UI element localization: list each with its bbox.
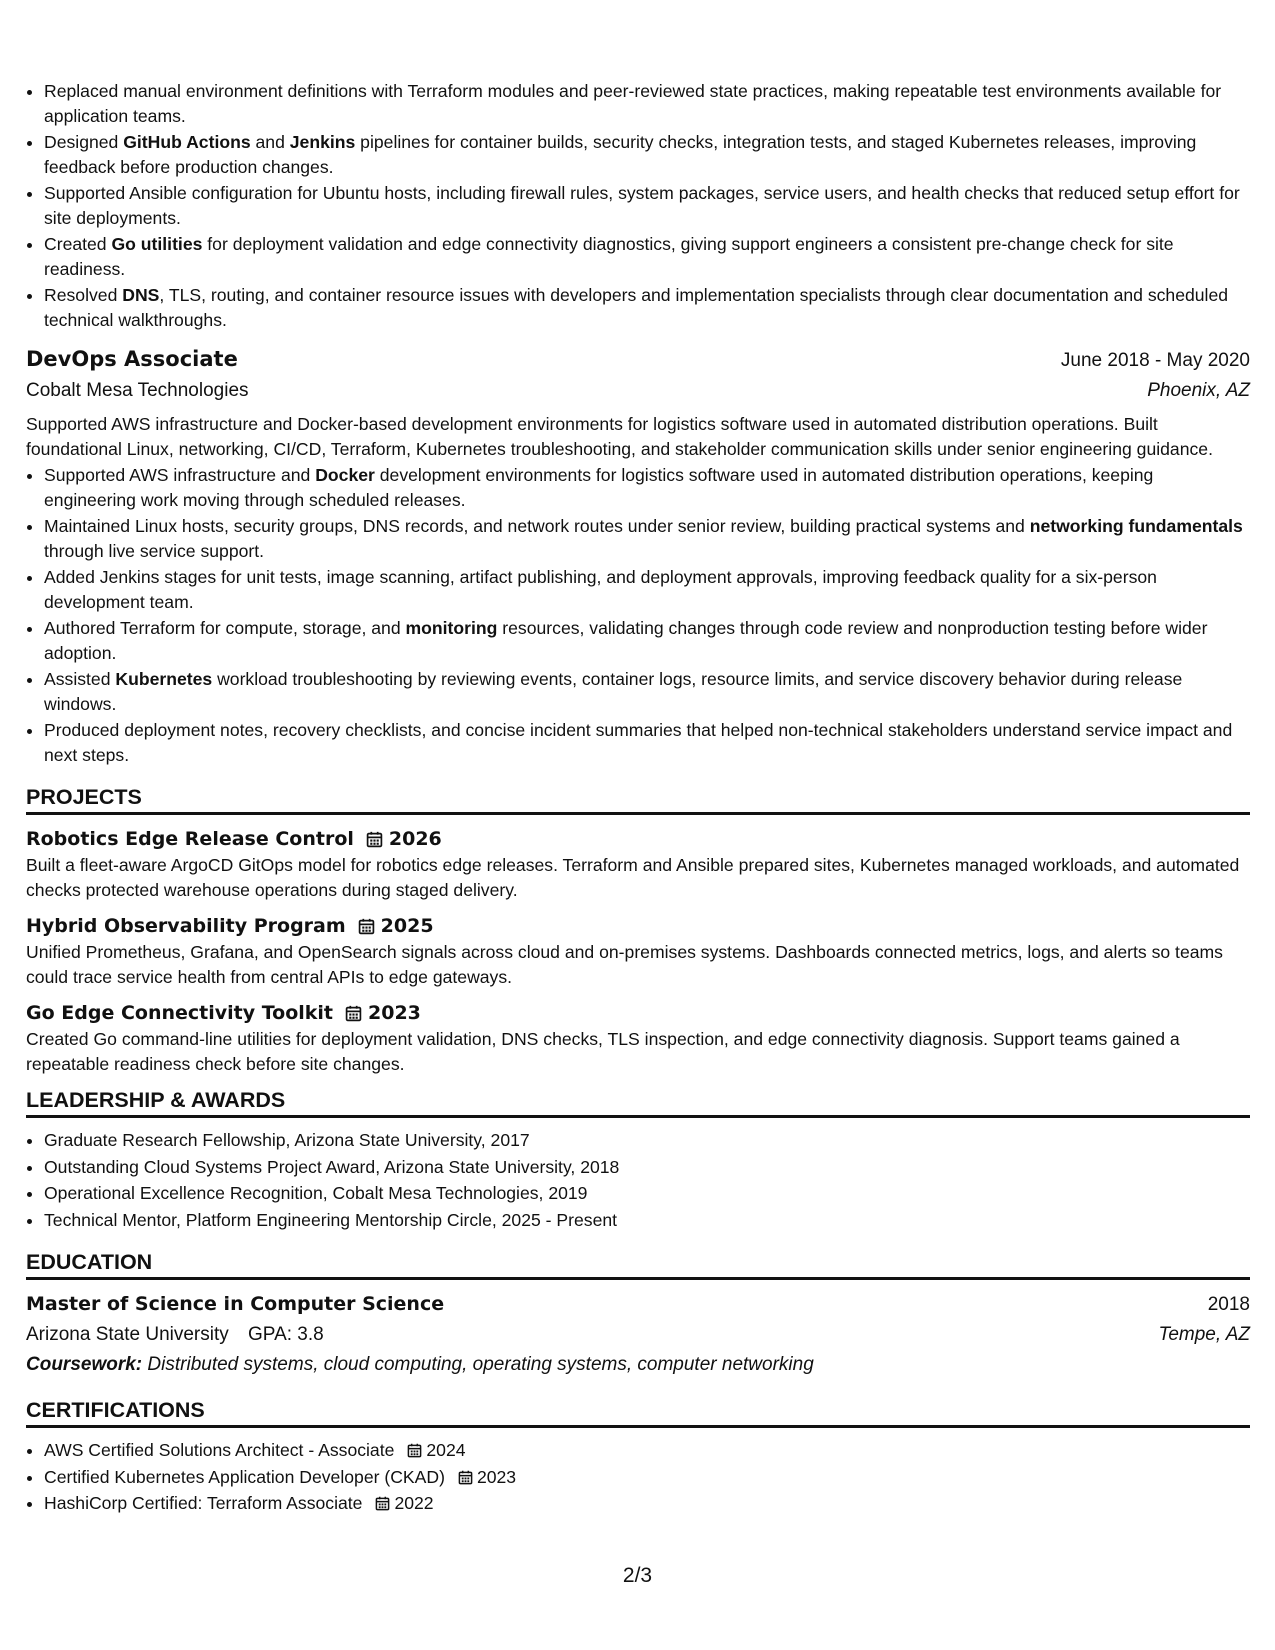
bullet-text: pipelines for container builds, security checks, integration tests, and staged Kubernetes releases, improving feedback before production changes.	[44, 132, 1197, 177]
job-entry	[26, 344, 1250, 767]
certification-year: 2022	[394, 1493, 434, 1513]
bullet-text: Supported Ansible configuration for Ubuntu hosts, including firewall rules, system packages, service users, and health checks that reduced setup effort for site deployments.	[44, 183, 1240, 228]
education-location: Tempe, AZ	[1158, 1324, 1250, 1345]
bullet-item	[44, 718, 1250, 767]
project-year: 2025	[380, 915, 434, 937]
certification-name: Certified Kubernetes Application Developer (CKAD)	[44, 1466, 445, 1487]
bullet-keyword: DNS	[122, 285, 160, 305]
bullet-item	[44, 130, 1250, 179]
award-item: • Technical Mentor, Platform Engineering Mentorship Circle, 2025 - Present	[44, 1208, 1250, 1233]
job-summary: Supported AWS infrastructure and Docker-based development environments for logistics software used in automated distribution operations. Built foundational Linux, networking, CI/CD, Terraform, Kubernetes troubleshooting, and stakeholder communication skills under senior engineering guidance.	[26, 414, 1213, 459]
bullet-text: for deployment validation and edge connectivity diagnostics, giving support engineers a consistent pre-change check for site readiness.	[44, 234, 1174, 279]
education-degree: Master of Science in Computer Science	[26, 1293, 445, 1315]
bullet-keyword: Go utilities	[111, 234, 203, 254]
job-dates: June 2018 - May 2020	[1060, 350, 1250, 371]
project-description: Unified Prometheus, Grafana, and OpenSearch signals across cloud and on-premises systems. Dashboards connected metrics, logs, and alerts so teams could trace service health from central APIs to edge gateways.	[26, 942, 1223, 987]
education-gpa: GPA: 3.8	[248, 1324, 324, 1345]
bullet-text: development environments for logistics software used in automated distribution operations, keeping engineering work moving through scheduled releases.	[44, 465, 1154, 510]
bullet-text: Resolved	[44, 285, 123, 305]
bullet-keyword: monitoring	[405, 618, 498, 638]
bullet-text: Assisted	[44, 669, 116, 689]
bullet-item	[44, 232, 1250, 281]
bullet-text: Replaced manual environment definitions with Terraform modules and peer-reviewed state practices, making repeatable test environments available for application teams.	[44, 81, 1222, 126]
bullet-text: workload troubleshooting by reviewing events, container logs, resource limits, and service discovery behavior during release windows.	[44, 669, 1183, 714]
project-entry	[26, 912, 1250, 989]
awards-list	[26, 1128, 1250, 1232]
bullet-text: Supported AWS infrastructure and	[44, 465, 316, 485]
bullet-keyword: Kubernetes	[115, 669, 213, 689]
award-item: • Outstanding Cloud Systems Project Award, Arizona State University, 2018	[44, 1155, 1250, 1180]
coursework-text: Distributed systems, cloud computing, operating systems, computer networking	[147, 1354, 814, 1375]
certification-name: AWS Certified Solutions Architect - Associate	[44, 1440, 395, 1460]
certification-item	[44, 1438, 1250, 1463]
bullet-item	[44, 463, 1250, 512]
bullet-item	[44, 667, 1250, 716]
award-item: • Graduate Research Fellowship, Arizona State University, 2017	[44, 1128, 1250, 1153]
job-bullets	[26, 463, 1250, 767]
section-heading-certifications: CERTIFICATIONS	[26, 1396, 1250, 1428]
project-title: Go Edge Connectivity Toolkit	[26, 1002, 334, 1024]
project-description: Created Go command-line utilities for deployment validation, DNS checks, TLS inspection, and edge connectivity diagnosis. Support teams gained a repeatable readiness check before site changes.	[26, 1029, 1180, 1074]
section-heading-education: EDUCATION	[26, 1248, 1250, 1280]
bullet-text: resources, validating changes through code review and nonproduction testing before wider adoption.	[44, 618, 1208, 663]
resume-page	[26, 79, 1250, 1518]
previous-job-bullets	[26, 79, 1250, 332]
project-year: 2023	[368, 1002, 421, 1024]
calendar-icon	[407, 1443, 422, 1458]
calendar-icon	[375, 1496, 390, 1511]
job-location: Phoenix, AZ	[1147, 380, 1250, 401]
job-company: Cobalt Mesa Technologies	[26, 380, 249, 401]
projects-list	[26, 825, 1250, 1076]
section-heading-awards: LEADERSHIP & AWARDS	[26, 1086, 1250, 1118]
bullet-text: Produced deployment notes, recovery checklists, and concise incident summaries that helped non-technical stakeholders understand service impact and next steps.	[44, 720, 1233, 765]
calendar-icon	[366, 831, 383, 848]
bullet-item	[44, 283, 1250, 332]
bullet-item	[44, 181, 1250, 230]
project-title: Robotics Edge Release Control	[26, 828, 354, 850]
bullet-text: Authored Terraform for compute, storage, and	[44, 618, 406, 638]
project-description: Built a fleet-aware ArgoCD GitOps model for robotics edge releases. Terraform and Ansible prepared sites, Kubernetes managed workloads, and automated checks protected warehouse operations during staged delivery.	[26, 855, 1240, 900]
calendar-icon	[458, 1470, 473, 1485]
education-school: Arizona State University	[26, 1324, 229, 1345]
certification-item	[44, 1491, 1250, 1516]
bullet-text: Added Jenkins stages for unit tests, image scanning, artifact publishing, and deployment approvals, improving feedback quality for a six-person development team.	[44, 567, 1157, 612]
education-year: 2018	[1207, 1294, 1250, 1315]
bullet-text: and	[250, 132, 290, 152]
bullet-item	[44, 79, 1250, 128]
bullet-keyword: Docker	[315, 465, 375, 485]
section-heading-projects: PROJECTS	[26, 783, 1250, 815]
project-title: Hybrid Observability Program	[26, 915, 346, 937]
bullet-keyword: Jenkins	[289, 132, 356, 152]
calendar-icon	[345, 1005, 362, 1022]
bullet-text: Designed	[44, 132, 124, 152]
certification-name: HashiCorp Certified: Terraform Associate	[44, 1493, 363, 1513]
job-title: DevOps Associate	[26, 347, 238, 371]
project-entry	[26, 825, 1250, 902]
bullet-text: through live service support.	[44, 540, 265, 561]
certification-year: 2024	[426, 1440, 466, 1460]
bullet-keyword: networking fundamentals	[1029, 516, 1243, 536]
education-entry	[26, 1290, 1250, 1380]
calendar-icon	[358, 918, 375, 935]
bullet-text: Created	[44, 234, 112, 254]
certifications-list	[26, 1438, 1250, 1516]
project-year: 2026	[388, 828, 442, 850]
award-item: • Operational Excellence Recognition, Cobalt Mesa Technologies, 2019	[44, 1181, 1250, 1206]
project-entry	[26, 999, 1250, 1076]
certification-item	[44, 1465, 1250, 1490]
bullet-item	[44, 616, 1250, 665]
bullet-item	[44, 514, 1250, 563]
bullet-keyword: GitHub Actions	[123, 132, 251, 152]
bullet-text: , TLS, routing, and container resource issues with developers and implementation specialists through clear documentation and scheduled technical walkthroughs.	[44, 285, 1229, 330]
page-number: 2/3	[622, 1564, 653, 1587]
bullet-item	[44, 565, 1250, 614]
bullet-text: Maintained Linux hosts, security groups, DNS records, and network routes under senior review, building practical systems and	[44, 516, 1030, 536]
certification-year: 2023	[476, 1466, 517, 1487]
coursework-label: Coursework:	[26, 1354, 143, 1375]
